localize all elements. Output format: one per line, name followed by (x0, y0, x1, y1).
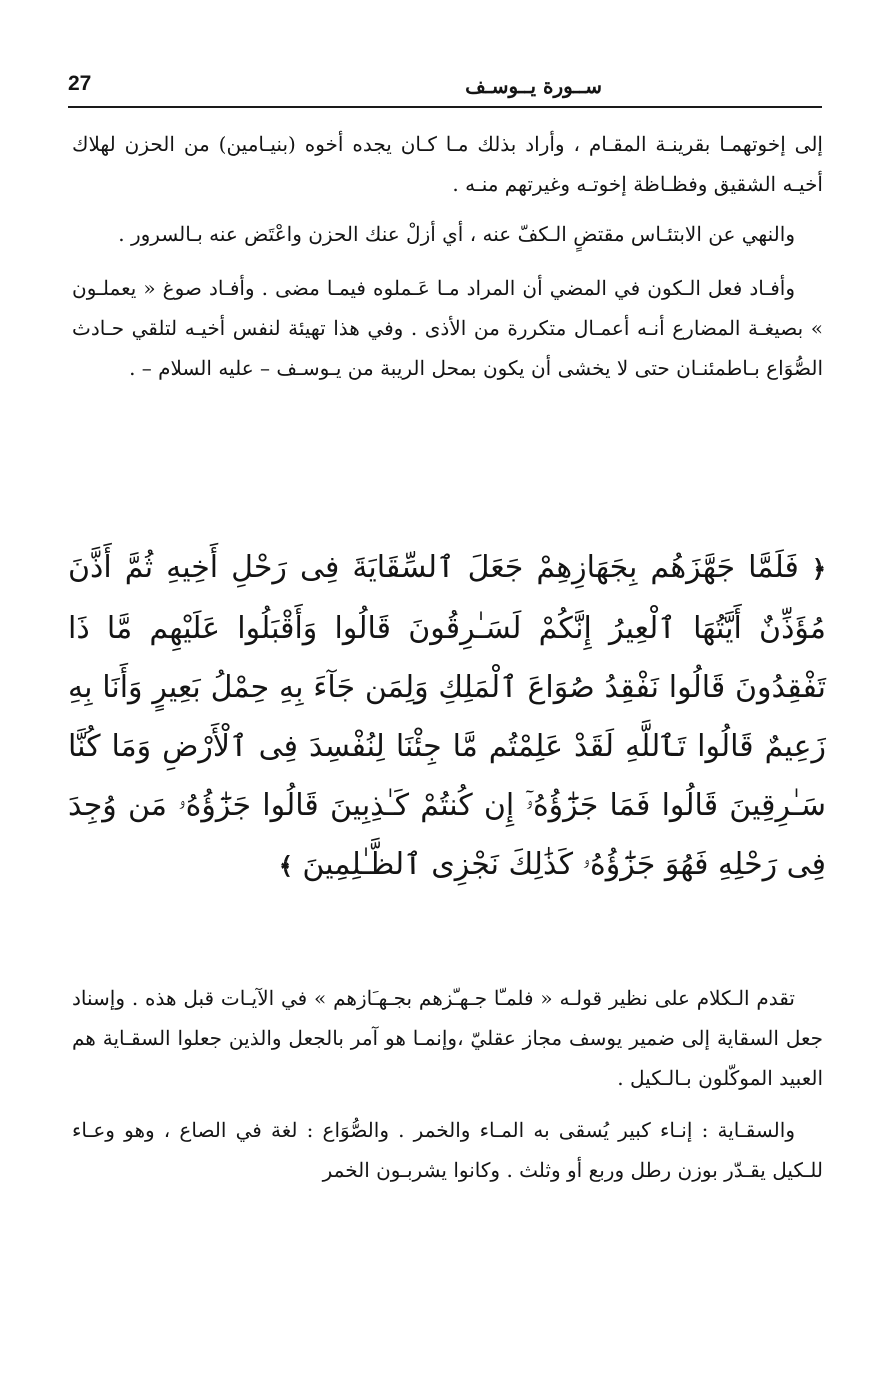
verse-close-bracket: ﴾ (278, 852, 293, 880)
quran-verse-text: فَلَمَّا جَهَّزَهُم بِجَهَازِهِمْ جَعَلَ ٱلسِّقَايَةَ فِى رَحْلِ أَخِيهِ ثُمَّ أَذَّنَ مُؤَذِّنٌ أَيَّتُهَا ٱلْعِيرُ إِنَّكُمْ لَسَـٰرِقُونَ قَالُوا وَأَقْبَلُوا عَلَيْهِم مَّا ذَا تَفْقِدُونَ قَالُوا نَفْقِدُ صُوَاعَ ٱلْمَلِكِ وَلِمَن جَآءَ بِهِ حِمْلُ بَعِيرٍ وَأَنَا بِهِ زَعِيمٌ قَالُوا تَٱللَّهِ لَقَدْ عَلِمْتُم مَّا جِئْنَا لِنُفْسِدَ فِى ٱلْأَرْضِ وَمَا كُنَّا سَـٰرِقِينَ قَالُوا فَمَا جَزَٰٓؤُهُۥٓ إِن كُنتُمْ كَـٰذِبِينَ قَالُوا جَزَٰٓؤُهُۥ مَن وُجِدَ فِى رَحْلِهِ فَهُوَ جَزَٰٓؤُهُۥ كَذَٰلِكَ نَجْزِى ٱلظَّـٰلِمِينَ (68, 550, 826, 882)
commentary-paragraph: تقدم الـكلام على نظير قولـه « فلمـّا جـهـّزهم بجـهـَازهم » في الآيـات قبل هذه . وإسناد جعل السقاية إلى ضمير يوسف مجاز عقليّ ،وإنمـا هو آمر بالجعل والذين جعلوا السقـاية هم العبيد الموكّلون بـالـكيل . (72, 986, 823, 1090)
header-divider (68, 106, 822, 108)
commentary-paragraph: إلى إخوتهمـا بقرينـة المقـام ، وأراد بذلك مـا كـان يجده أخوه (بنيـامين) من الحزن لهلاك أخيـه الشقيق وفظـاظة إخوتـه وغيرتهم منـه . (72, 132, 823, 196)
surah-title: ســورة يــوسـف (465, 74, 602, 98)
commentary-bottom (72, 978, 823, 1190)
commentary-paragraph: وأفـاد فعل الـكون في المضي أن المراد مـا عَـملوه فيمـا مضى . وأفـاد صوغ « يعملـون » بصيغـة المضارع أنـه أعمـال متكررة من الأذى . وفي هذا تهيئة لنفس أخيـه لتلقي حـادث الصُّوَاع بـاطمئنـان حتى لا يخشى أن يكون بمحل الريبة من يـوسـف – عليه السلام – . (72, 276, 823, 380)
quran-verse-block (68, 538, 826, 896)
commentary-top (72, 124, 823, 388)
commentary-paragraph: والنهي عن الابتئـاس مقتضٍ الـكفّ عنه ، أي أزلْ عنك الحزن واعْتَض عنه بـالسرور . (118, 222, 795, 246)
page-header (68, 68, 822, 102)
commentary-paragraph: والسقـاية : إنـاء كبير يُسقى به المـاء والخمر . والصُّوَاع : لغة في الصاع ، وهو وعـاء للـكيل يقـدّر بوزن رطل وربع أو وثلث . وكانوا يشربـون الخمر (72, 1118, 823, 1182)
verse-open-bracket: ﴿ (811, 555, 826, 583)
page-number: 27 (68, 72, 92, 95)
